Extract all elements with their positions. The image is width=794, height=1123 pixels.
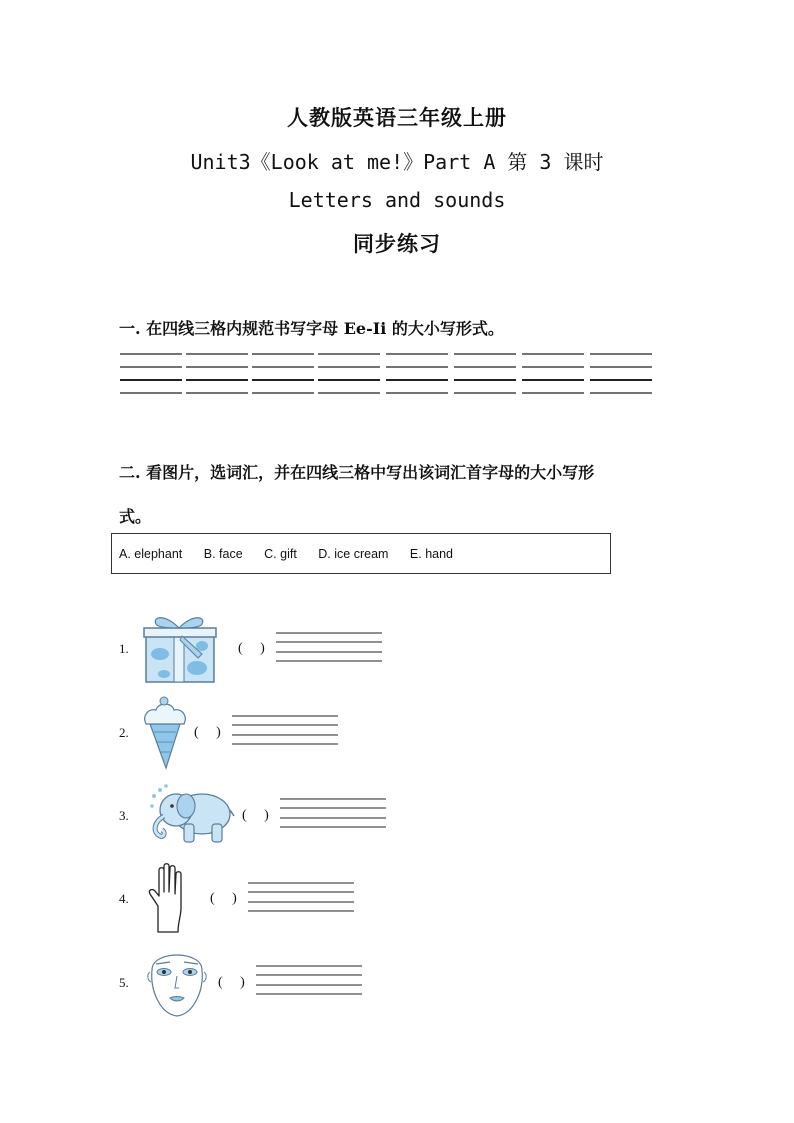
ice-cream-icon bbox=[140, 694, 190, 770]
unit-title: Unit3《Look at me!》Part A 第 3 课时 bbox=[190, 150, 604, 174]
answer-blank[interactable]: ( ) bbox=[238, 641, 265, 656]
four-line-grid-row[interactable] bbox=[118, 350, 658, 400]
section2-prompt: 二. 看图片，选词汇，并在四线三格中写出该词汇首字母的大小写形 bbox=[119, 463, 595, 482]
item-number: 4. bbox=[119, 891, 129, 906]
four-line-grid[interactable] bbox=[276, 630, 384, 664]
word-option: A. elephant bbox=[119, 547, 183, 561]
word-option: B. face bbox=[203, 547, 243, 561]
four-line-grid[interactable] bbox=[256, 963, 364, 997]
hand-icon bbox=[146, 862, 196, 934]
word-option: D. ice cream bbox=[318, 547, 389, 561]
elephant-icon bbox=[144, 776, 236, 848]
topic-title: Letters and sounds bbox=[288, 188, 506, 212]
word-bank-box bbox=[111, 533, 611, 574]
item-number: 2. bbox=[119, 725, 129, 740]
answer-blank[interactable]: ( ) bbox=[210, 891, 237, 906]
worksheet-subtitle: 同步练习 bbox=[353, 231, 441, 256]
section1-prompt: 一. 在四线三格内规范书写字母 Ee-Ii 的大小写形式。 bbox=[119, 319, 504, 338]
item-number: 3. bbox=[119, 808, 129, 823]
gift-icon bbox=[142, 614, 218, 684]
answer-blank[interactable]: ( ) bbox=[218, 975, 245, 990]
word-option: C. gift bbox=[264, 547, 297, 561]
answer-blank[interactable]: ( ) bbox=[194, 725, 221, 740]
worksheet-title: 人教版英语三年级上册 bbox=[287, 105, 507, 130]
item-number: 1. bbox=[119, 641, 129, 656]
word-option: E. hand bbox=[409, 547, 454, 561]
four-line-grid[interactable] bbox=[280, 796, 388, 830]
section2-prompt-continued: 式。 bbox=[119, 507, 152, 526]
four-line-grid[interactable] bbox=[248, 880, 356, 914]
item-number: 5. bbox=[119, 975, 129, 990]
answer-blank[interactable]: ( ) bbox=[242, 808, 269, 823]
four-line-grid[interactable] bbox=[232, 713, 340, 747]
face-icon bbox=[142, 940, 212, 1020]
